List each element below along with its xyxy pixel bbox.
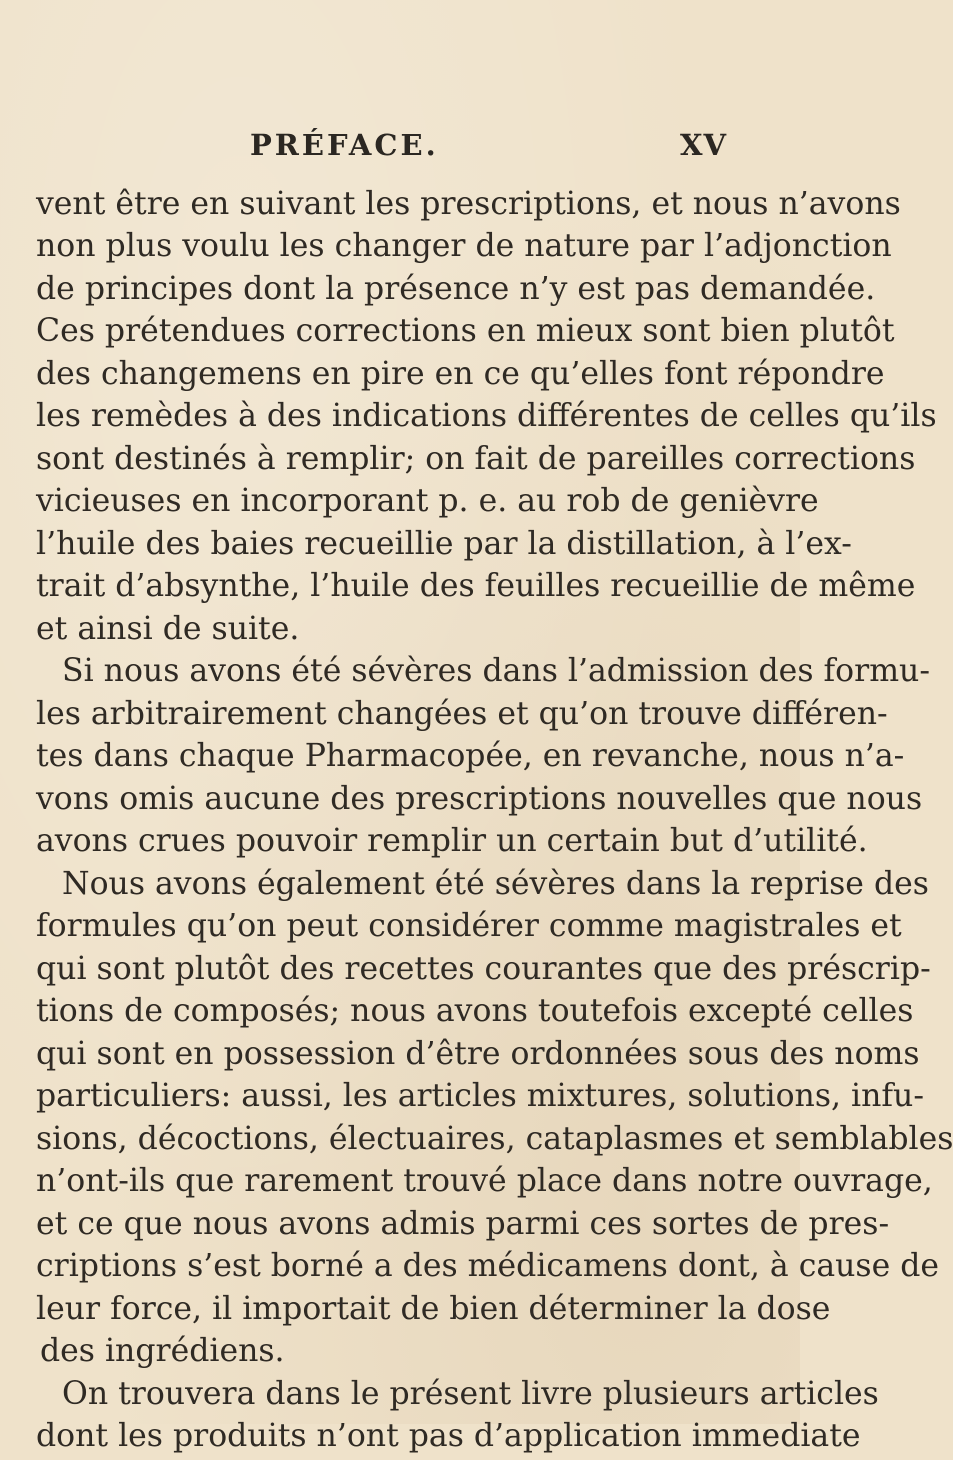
text-line: vicieuses en incorporant p. e. au rob de genièvre	[36, 483, 819, 519]
text-line: leur force, il importait de bien déterminer la dose	[36, 1291, 831, 1327]
text-line: particuliers: aussi, les articles mixtures, solutions, infu-	[36, 1078, 924, 1114]
text-line: l’huile des baies recueillie par la distillation, à l’ex-	[36, 526, 852, 562]
text-line: dont les produits n’ont pas d’application immediate	[36, 1418, 861, 1454]
text-line: de principes dont la présence n’y est pas demandée.	[36, 271, 876, 307]
text-line: trait d’absynthe, l’huile des feuilles recueillie de même	[36, 568, 916, 604]
text-line: et ce que nous avons admis parmi ces sortes de pres-	[36, 1206, 890, 1242]
text-line: Ces prétendues corrections en mieux sont bien plutôt	[36, 313, 895, 349]
running-title: PRÉFACE.	[250, 128, 439, 162]
text-line: n’ont-ils que rarement trouvé place dans notre ouvrage,	[36, 1163, 933, 1199]
text-line: tions de composés; nous avons toutefois excepté celles	[36, 993, 914, 1029]
text-line: tes dans chaque Pharmacopée, en revanche, nous n’a-	[36, 738, 905, 774]
text-line: qui sont en possession d’être ordonnées sous des noms	[36, 1036, 920, 1072]
text-line: sions, décoctions, électuaires, cataplasmes et semblables	[36, 1121, 953, 1157]
paragraph-first-line: Si nous avons été sévères dans l’admission des formu-	[62, 653, 930, 689]
text-line: avons crues pouvoir remplir un certain but d’utilité.	[36, 823, 868, 859]
page-number: XV	[680, 128, 728, 162]
text-line: vent être en suivant les prescriptions, et nous n’avons	[36, 186, 901, 222]
text-line: formules qu’on peut considérer comme magistrales et	[36, 908, 902, 944]
text-line: qui sont plutôt des recettes courantes que des préscrip-	[36, 951, 931, 987]
text-line: vons omis aucune des prescriptions nouvelles que nous	[36, 781, 923, 817]
text-line: les remèdes à des indications différentes de celles qu’ils	[36, 398, 937, 434]
text-line: criptions s’est borné a des médicamens dont, à cause de	[36, 1248, 940, 1284]
paragraph-first-line: On trouvera dans le présent livre plusieurs articles	[62, 1376, 879, 1412]
page-header	[0, 128, 800, 168]
text-line: et ainsi de suite.	[36, 611, 300, 647]
text-line: des ingrédiens.	[40, 1333, 285, 1369]
text-line: les arbitrairement changées et qu’on trouve différen-	[36, 696, 888, 732]
text-line: des changemens en pire en ce qu’elles font répondre	[36, 356, 885, 392]
paragraph-first-line: Nous avons également été sévères dans la reprise des	[62, 866, 929, 902]
text-line: non plus voulu les changer de nature par l’adjonction	[36, 228, 892, 264]
text-line: sont destinés à remplir; on fait de pareilles corrections	[36, 441, 916, 477]
